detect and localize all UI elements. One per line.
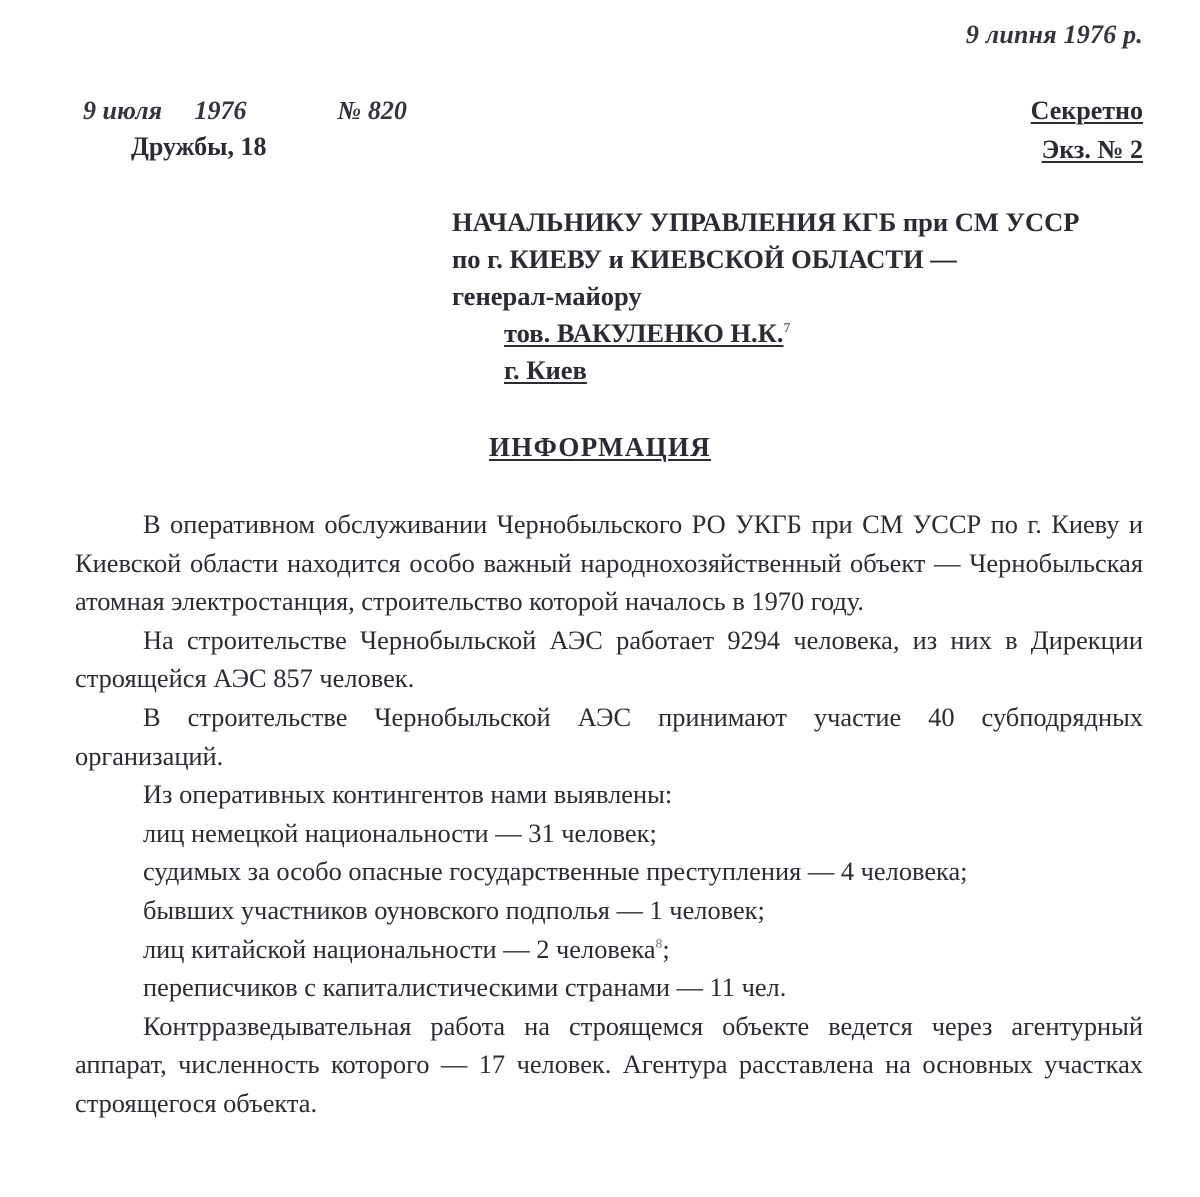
dateline-top: 9 липня 1976 р. [965, 20, 1143, 49]
addressee-line-organization: НАЧАЛЬНИКУ УПРАВЛЕНИЯ КГБ при СМ УССР [452, 207, 1080, 237]
paragraph-2: На строительстве Чернобыльской АЭС работает 9294 человека, из них в Дирекции строящейся АЭС 857 человек. [75, 624, 1143, 694]
page-title-text: ИНФОРМАЦИЯ [489, 432, 711, 462]
list-item: судимых за особо опасные государственные преступления — 4 человека; [143, 856, 968, 887]
document-header [75, 96, 1143, 174]
addressee-name-text: тов. ВАКУЛЕНКО Н.К. [504, 318, 784, 348]
list-item: бывших участников оуновского подполья — 1 человек; [143, 894, 765, 925]
copy-number-text: Экз. № 2 [1041, 135, 1143, 164]
addressee-line-name [504, 315, 1152, 352]
header-right-block [1031, 96, 1143, 165]
copy-number [1031, 135, 1143, 165]
footnote-marker-8: 8 [655, 935, 663, 951]
header-left-block [83, 96, 703, 162]
addressee-line-city [504, 352, 1152, 389]
paragraph-3: В строительстве Чернобыльской АЭС принимают участие 40 субподрядных организаций. [75, 701, 1143, 771]
addressee-city-text: г. Киев [504, 355, 587, 385]
addressee-line-region: по г. КИЕВУ и КИЕВСКОЙ ОБЛАСТИ — [452, 244, 957, 274]
secrecy-stamp-text: Секретно [1030, 96, 1143, 125]
footnote-marker-7: 7 [783, 320, 791, 336]
list-item: лиц немецкой национальности — 31 человек; [143, 817, 657, 848]
list-item-text: лиц китайской национальности — 2 человека [143, 933, 656, 964]
paragraph-1: В оперативном обслуживании Чернобыльского РО УКГБ при СМ УССР по г. Киеву и Киевской области находится особо важный народнохозяйственный объект — Чернобыльская атомная электростанция, строительство которой началось в 1970 году. [75, 509, 1143, 617]
addressee-line-rank: генерал-майору [452, 281, 642, 311]
list-item-suffix: ; [662, 933, 670, 964]
header-date-and-number: 9 июля 1976 № 820 [83, 96, 407, 125]
page-title [0, 432, 1200, 463]
paragraph-5: Контрразведывательная работа на строящемся объекте ведется через агентурный аппарат, численность которого — 17 человек. Агентура расставлена на основных участках строящегося объекта. [75, 1010, 1143, 1118]
secrecy-stamp [1031, 96, 1143, 126]
list-item: переписчиков с капиталистическими странами — 11 чел. [143, 972, 787, 1003]
header-address-street: Дружбы, 18 [131, 132, 267, 161]
list-intro-line: Из оперативных контингентов нами выявлены: [143, 779, 673, 810]
addressee-block [452, 204, 1152, 389]
document-body [75, 505, 1143, 1123]
list-item [75, 930, 1143, 969]
